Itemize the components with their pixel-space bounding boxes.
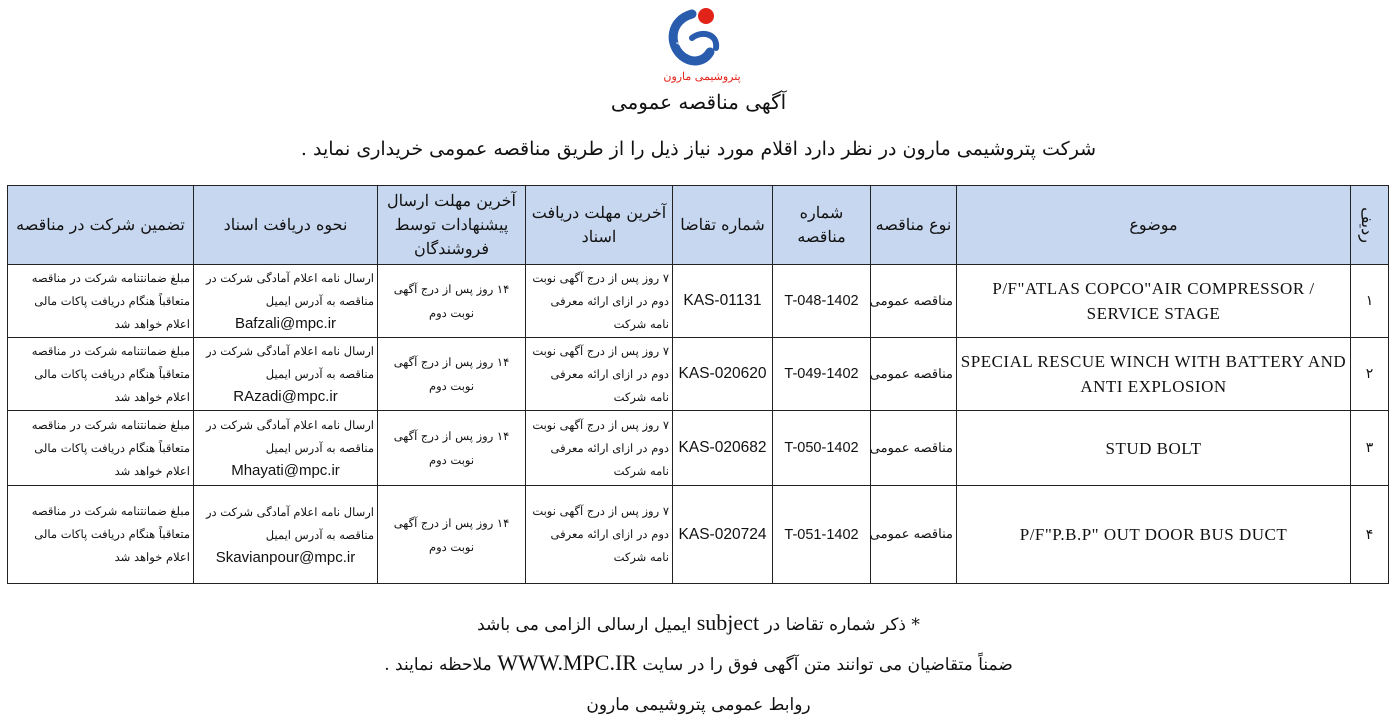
row-subject: STUD BOLT — [957, 411, 1351, 486]
row-tender-number: 1402-T-051 — [773, 486, 871, 584]
mpc-logo-icon — [662, 4, 742, 86]
row-offer-deadline: ۱۴ روز پس از درج آگهی نوبت دوم — [378, 265, 526, 338]
row-tender-number: 1402-T-048 — [773, 265, 871, 338]
row-request-number: KAS-020682 — [673, 411, 773, 486]
footer-signature: روابط عمومی پتروشیمی مارون — [586, 695, 811, 715]
email-link[interactable]: Bafzali@mpc.ir — [234, 315, 337, 332]
row-tender-number: 1402-T-049 — [773, 338, 871, 411]
row-request-number: KAS-020620 — [673, 338, 773, 411]
row-doc-deadline: ۷ روز پس از درج آگهی نوبت دوم در ازای ارائه معرفی نامه شرکت — [526, 265, 673, 338]
row-type: مناقصه عمومی — [871, 486, 957, 584]
row-doc-method: ارسال نامه اعلام آمادگی شرکت در مناقصه به آدرس ایمیل Bafzali@mpc.ir — [194, 265, 378, 338]
row-guarantee: مبلغ ضمانتنامه شرکت در مناقصه متعاقباً هنگام دریافت پاکات مالی اعلام خواهد شد — [8, 265, 194, 338]
header-row-number: ردیف — [1351, 186, 1389, 265]
row-guarantee: مبلغ ضمانتنامه شرکت در مناقصه متعاقباً هنگام دریافت پاکات مالی اعلام خواهد شد — [8, 486, 194, 584]
row-subject: SPECIAL RESCUE WINCH WITH BATTERY AND ANTI EXPLOSION — [957, 338, 1351, 411]
subject-keyword: subject — [696, 610, 760, 635]
row-type: مناقصه عمومی — [871, 411, 957, 486]
row-number: ۱ — [1351, 265, 1389, 338]
table-row — [8, 338, 1389, 411]
row-doc-method: ارسال نامه اعلام آمادگی شرکت در مناقصه به آدرس ایمیل Skavianpour@mpc.ir — [194, 486, 378, 584]
row-offer-deadline: ۱۴ روز پس از درج آگهی نوبت دوم — [378, 338, 526, 411]
row-subject: P/F"P.B.P" OUT DOOR BUS DUCT — [957, 486, 1351, 584]
header-doc-method: نحوه دریافت اسناد — [194, 186, 378, 265]
row-guarantee: مبلغ ضمانتنامه شرکت در مناقصه متعاقباً هنگام دریافت پاکات مالی اعلام خواهد شد — [8, 338, 194, 411]
table-row — [8, 486, 1389, 584]
row-doc-method: ارسال نامه اعلام آمادگی شرکت در مناقصه به آدرس ایمیل Mhayati@mpc.ir — [194, 411, 378, 486]
row-type: مناقصه عمومی — [871, 265, 957, 338]
row-subject: P/F"ATLAS COPCO"AIR COMPRESSOR / SERVICE STAGE — [957, 265, 1351, 338]
header-doc-deadline: آخرین مهلت دریافت اسناد — [526, 186, 673, 265]
site-link[interactable]: WWW.MPC.IR — [497, 650, 637, 675]
page-title: آگهی مناقصه عمومی — [610, 90, 787, 114]
row-doc-deadline: ۷ روز پس از درج آگهی نوبت دوم در ازای ارائه معرفی نامه شرکت — [526, 338, 673, 411]
row-tender-number: 1402-T-050 — [773, 411, 871, 486]
table-row — [8, 411, 1389, 486]
row-number: ۳ — [1351, 411, 1389, 486]
row-type: مناقصه عمومی — [871, 338, 957, 411]
svg-text:MPC: MPC — [675, 30, 690, 47]
tender-table — [7, 185, 1389, 584]
table-header-row — [8, 186, 1389, 265]
row-offer-deadline: ۱۴ روز پس از درج آگهی نوبت دوم — [378, 411, 526, 486]
svg-text:پتروشیمی مارون: پتروشیمی مارون — [663, 70, 741, 83]
row-request-number: KAS-01131 — [673, 265, 773, 338]
row-offer-deadline: ۱۴ روز پس از درج آگهی نوبت دوم — [378, 486, 526, 584]
row-doc-deadline: ۷ روز پس از درج آگهی نوبت دوم در ازای ارائه معرفی نامه شرکت — [526, 411, 673, 486]
header-subject: موضوع — [957, 186, 1351, 265]
email-link[interactable]: Skavianpour@mpc.ir — [215, 548, 356, 566]
intro-text: شرکت پتروشیمی مارون در نظر دارد اقلام مورد نیاز ذیل را از طریق مناقصه عمومی خریداری نماید . — [300, 138, 1097, 160]
header-guarantee: تضمین شرکت در مناقصه — [8, 186, 194, 265]
header-request-number: شماره تقاضا — [673, 186, 773, 265]
table-row — [8, 265, 1389, 338]
row-number: ۲ — [1351, 338, 1389, 411]
email-link[interactable]: RAzadi@mpc.ir — [233, 388, 338, 405]
row-guarantee: مبلغ ضمانتنامه شرکت در مناقصه متعاقباً هنگام دریافت پاکات مالی اعلام خواهد شد — [8, 411, 194, 486]
footer-site-note: ضمناً متقاضیان می توانند متن آگهی فوق را در سایت WWW.MPC.IR ملاحظه نمایند . — [384, 650, 1013, 675]
footer-note: * ذکر شماره تقاضا در subject ایمیل ارسالی الزامی می باشد — [477, 610, 920, 635]
row-request-number: KAS-020724 — [673, 486, 773, 584]
header-type: نوع مناقصه — [871, 186, 957, 265]
row-number: ۴ — [1351, 486, 1389, 584]
row-doc-deadline: ۷ روز پس از درج آگهی نوبت دوم در ازای ارائه معرفی نامه شرکت — [526, 486, 673, 584]
header-tender-number: شماره مناقصه — [773, 186, 871, 265]
row-doc-method: ارسال نامه اعلام آمادگی شرکت در مناقصه به آدرس ایمیل RAzadi@mpc.ir — [194, 338, 378, 411]
header-offer-deadline: آخرین مهلت ارسال پیشنهادات توسط فروشندگان — [378, 186, 526, 265]
email-link[interactable]: Mhayati@mpc.ir — [231, 462, 340, 479]
